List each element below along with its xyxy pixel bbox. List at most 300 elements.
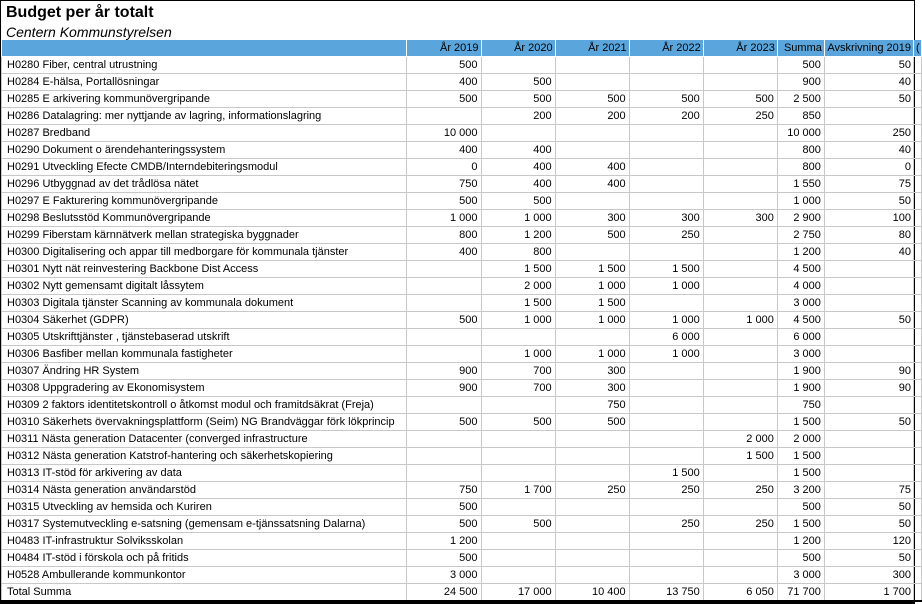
value-cell: 50 bbox=[824, 499, 913, 516]
table-row bbox=[2, 329, 922, 346]
value-cell bbox=[555, 448, 629, 465]
value-cell bbox=[703, 329, 777, 346]
value-cell: 1 550 bbox=[777, 176, 824, 193]
empty-cell bbox=[913, 499, 921, 516]
value-cell: 1 000 bbox=[555, 278, 629, 295]
value-cell: 1 500 bbox=[555, 295, 629, 312]
table-row bbox=[2, 533, 922, 550]
table-row bbox=[2, 431, 922, 448]
row-name: H0284 E-hälsa, Portallösningar bbox=[2, 74, 407, 91]
value-cell: 200 bbox=[555, 108, 629, 125]
row-name: H0298 Beslutsstöd Kommunövergripande bbox=[2, 210, 407, 227]
value-cell bbox=[824, 346, 913, 363]
row-name: H0305 Utskrifttjänster , tjänstebaserad utskrift bbox=[2, 329, 407, 346]
value-cell bbox=[555, 329, 629, 346]
value-cell: 13 750 bbox=[629, 584, 703, 602]
table-row bbox=[2, 448, 922, 465]
value-cell: 400 bbox=[407, 74, 481, 91]
value-cell: 1 500 bbox=[481, 261, 555, 278]
value-cell: 4 000 bbox=[777, 278, 824, 295]
row-name: H0314 Nästa generation användarstöd bbox=[2, 482, 407, 499]
value-cell bbox=[555, 499, 629, 516]
value-cell: 2 000 bbox=[481, 278, 555, 295]
value-cell: 3 000 bbox=[777, 346, 824, 363]
value-cell bbox=[629, 448, 703, 465]
value-cell bbox=[629, 244, 703, 261]
value-cell: 250 bbox=[824, 125, 913, 142]
empty-cell bbox=[913, 57, 921, 74]
value-cell bbox=[824, 295, 913, 312]
value-cell bbox=[629, 550, 703, 567]
value-cell: 1 500 bbox=[777, 465, 824, 482]
value-cell bbox=[407, 346, 481, 363]
value-cell bbox=[629, 499, 703, 516]
total-row bbox=[2, 584, 922, 602]
table-row bbox=[2, 363, 922, 380]
empty-cell bbox=[913, 278, 921, 295]
budget-table bbox=[1, 40, 922, 602]
value-cell: 1 500 bbox=[777, 448, 824, 465]
value-cell: 90 bbox=[824, 380, 913, 397]
empty-cell bbox=[913, 91, 921, 108]
row-name: H0312 Nästa generation Katstrof-hantering och säkerhetskopiering bbox=[2, 448, 407, 465]
value-cell: 850 bbox=[777, 108, 824, 125]
row-name: H0528 Ambullerande kommunkontor bbox=[2, 567, 407, 584]
value-cell bbox=[481, 57, 555, 74]
value-cell bbox=[481, 499, 555, 516]
value-cell: 900 bbox=[407, 380, 481, 397]
table-row bbox=[2, 176, 922, 193]
empty-cell bbox=[913, 74, 921, 91]
value-cell bbox=[703, 74, 777, 91]
header-cell: År 2023 bbox=[703, 40, 777, 57]
value-cell bbox=[629, 295, 703, 312]
value-cell: 500 bbox=[555, 414, 629, 431]
value-cell: 500 bbox=[481, 91, 555, 108]
value-cell: 1 000 bbox=[407, 210, 481, 227]
value-cell: 40 bbox=[824, 142, 913, 159]
table-row bbox=[2, 516, 922, 533]
sheet-title: Budget per år totalt bbox=[6, 4, 154, 21]
header-cell: År 2022 bbox=[629, 40, 703, 57]
empty-cell bbox=[913, 414, 921, 431]
value-cell bbox=[407, 448, 481, 465]
value-cell: 24 500 bbox=[407, 584, 481, 602]
value-cell: 400 bbox=[481, 142, 555, 159]
value-cell bbox=[481, 397, 555, 414]
value-cell: 50 bbox=[824, 516, 913, 533]
row-name: H0296 Utbyggnad av det trådlösa nätet bbox=[2, 176, 407, 193]
value-cell bbox=[703, 57, 777, 74]
row-name: H0303 Digitala tjänster Scanning av kommunala dokument bbox=[2, 295, 407, 312]
value-cell: 1 000 bbox=[555, 312, 629, 329]
row-name: H0299 Fiberstam kärnnätverk mellan strategiska byggnader bbox=[2, 227, 407, 244]
value-cell bbox=[703, 227, 777, 244]
value-cell: 3 000 bbox=[777, 567, 824, 584]
table-row bbox=[2, 244, 922, 261]
row-name: H0304 Säkerhet (GDPR) bbox=[2, 312, 407, 329]
value-cell: 1 500 bbox=[777, 414, 824, 431]
header-cell: År 2021 bbox=[555, 40, 629, 57]
value-cell bbox=[555, 193, 629, 210]
value-cell bbox=[481, 329, 555, 346]
empty-cell bbox=[913, 482, 921, 499]
table-row bbox=[2, 550, 922, 567]
value-cell bbox=[407, 431, 481, 448]
value-cell bbox=[629, 431, 703, 448]
value-cell: 2 900 bbox=[777, 210, 824, 227]
empty-cell bbox=[913, 431, 921, 448]
value-cell bbox=[555, 74, 629, 91]
value-cell: 400 bbox=[555, 159, 629, 176]
value-cell bbox=[703, 550, 777, 567]
value-cell bbox=[555, 550, 629, 567]
value-cell: 500 bbox=[777, 57, 824, 74]
value-cell: 250 bbox=[629, 482, 703, 499]
row-name: H0311 Nästa generation Datacenter (converged infrastructure bbox=[2, 431, 407, 448]
value-cell: 1 200 bbox=[777, 533, 824, 550]
row-name: H0301 Nytt nät reinvestering Backbone Dist Access bbox=[2, 261, 407, 278]
value-cell bbox=[555, 125, 629, 142]
value-cell: 50 bbox=[824, 57, 913, 74]
value-cell: 6 000 bbox=[777, 329, 824, 346]
table-row bbox=[2, 159, 922, 176]
value-cell bbox=[703, 465, 777, 482]
value-cell bbox=[555, 465, 629, 482]
table-row bbox=[2, 346, 922, 363]
table-row bbox=[2, 482, 922, 499]
value-cell bbox=[703, 261, 777, 278]
value-cell bbox=[629, 414, 703, 431]
table-row bbox=[2, 125, 922, 142]
value-cell: 1 500 bbox=[703, 448, 777, 465]
header-name bbox=[2, 40, 407, 57]
value-cell: 400 bbox=[555, 176, 629, 193]
header-cell: ( bbox=[913, 40, 921, 57]
table-row bbox=[2, 74, 922, 91]
empty-cell bbox=[913, 142, 921, 159]
value-cell: 1 500 bbox=[629, 465, 703, 482]
value-cell: 75 bbox=[824, 482, 913, 499]
empty-cell bbox=[913, 533, 921, 550]
value-cell: 500 bbox=[555, 227, 629, 244]
table-body bbox=[2, 57, 922, 602]
empty-cell bbox=[913, 363, 921, 380]
value-cell: 1 200 bbox=[777, 244, 824, 261]
empty-cell bbox=[913, 210, 921, 227]
value-cell: 900 bbox=[407, 363, 481, 380]
value-cell: 300 bbox=[629, 210, 703, 227]
value-cell: 1 200 bbox=[481, 227, 555, 244]
value-cell bbox=[555, 567, 629, 584]
value-cell bbox=[481, 448, 555, 465]
value-cell bbox=[703, 244, 777, 261]
row-name: H0315 Utveckling av hemsida och Kuriren bbox=[2, 499, 407, 516]
table-row bbox=[2, 108, 922, 125]
value-cell bbox=[629, 125, 703, 142]
value-cell: 800 bbox=[777, 159, 824, 176]
row-name: H0484 IT-stöd i förskola och på fritids bbox=[2, 550, 407, 567]
table-row bbox=[2, 278, 922, 295]
value-cell: 3 000 bbox=[407, 567, 481, 584]
value-cell: 900 bbox=[777, 74, 824, 91]
value-cell bbox=[555, 533, 629, 550]
value-cell bbox=[629, 533, 703, 550]
value-cell: 2 500 bbox=[777, 91, 824, 108]
value-cell: 250 bbox=[703, 482, 777, 499]
table-row bbox=[2, 397, 922, 414]
table-row bbox=[2, 312, 922, 329]
header-cell: Avskrivning 2019 bbox=[824, 40, 913, 57]
value-cell: 1 900 bbox=[777, 380, 824, 397]
row-name: H0483 IT-infrastruktur Solviksskolan bbox=[2, 533, 407, 550]
empty-cell bbox=[913, 465, 921, 482]
value-cell: 4 500 bbox=[777, 312, 824, 329]
value-cell: 300 bbox=[555, 380, 629, 397]
value-cell: 500 bbox=[407, 414, 481, 431]
value-cell bbox=[555, 57, 629, 74]
value-cell: 6 000 bbox=[629, 329, 703, 346]
value-cell: 800 bbox=[777, 142, 824, 159]
value-cell: 750 bbox=[407, 482, 481, 499]
empty-cell bbox=[913, 567, 921, 584]
value-cell: 300 bbox=[703, 210, 777, 227]
value-cell: 1 000 bbox=[481, 346, 555, 363]
value-cell: 500 bbox=[481, 516, 555, 533]
row-name: H0310 Säkerhets övervakningsplattform (Seim) NG Brandväggar förk lökprincip bbox=[2, 414, 407, 431]
value-cell: 500 bbox=[481, 414, 555, 431]
row-name: H0306 Basfiber mellan kommunala fastigheter bbox=[2, 346, 407, 363]
value-cell: 1 700 bbox=[824, 584, 913, 602]
value-cell: 1 000 bbox=[629, 278, 703, 295]
value-cell: 500 bbox=[407, 193, 481, 210]
row-name: H0309 2 faktors identitetskontroll o åtkomst modul och framitdsäkrat (Freja) bbox=[2, 397, 407, 414]
empty-cell bbox=[913, 550, 921, 567]
value-cell: 1 500 bbox=[555, 261, 629, 278]
value-cell bbox=[703, 499, 777, 516]
value-cell bbox=[481, 125, 555, 142]
value-cell: 40 bbox=[824, 244, 913, 261]
value-cell: 2 000 bbox=[777, 431, 824, 448]
value-cell bbox=[629, 176, 703, 193]
value-cell: 1 000 bbox=[629, 346, 703, 363]
empty-cell bbox=[913, 108, 921, 125]
value-cell: 1 500 bbox=[777, 516, 824, 533]
value-cell: 1 000 bbox=[777, 193, 824, 210]
table-row bbox=[2, 91, 922, 108]
value-cell bbox=[703, 346, 777, 363]
value-cell: 6 050 bbox=[703, 584, 777, 602]
table-row bbox=[2, 414, 922, 431]
value-cell: 1 500 bbox=[629, 261, 703, 278]
empty-cell bbox=[913, 227, 921, 244]
value-cell: 3 200 bbox=[777, 482, 824, 499]
value-cell: 500 bbox=[407, 499, 481, 516]
row-name: H0287 Bredband bbox=[2, 125, 407, 142]
value-cell: 80 bbox=[824, 227, 913, 244]
value-cell: 1 200 bbox=[407, 533, 481, 550]
row-name: H0285 E arkivering kommunövergripande bbox=[2, 91, 407, 108]
value-cell bbox=[407, 397, 481, 414]
value-cell: 400 bbox=[407, 142, 481, 159]
empty-cell bbox=[913, 397, 921, 414]
empty-cell bbox=[913, 380, 921, 397]
header-cell: Summa bbox=[777, 40, 824, 57]
table-row bbox=[2, 261, 922, 278]
empty-cell bbox=[913, 516, 921, 533]
value-cell: 250 bbox=[629, 516, 703, 533]
header-cell: År 2019 bbox=[407, 40, 481, 57]
value-cell: 250 bbox=[555, 482, 629, 499]
value-cell: 300 bbox=[824, 567, 913, 584]
value-cell: 300 bbox=[555, 363, 629, 380]
value-cell bbox=[703, 159, 777, 176]
value-cell bbox=[481, 465, 555, 482]
table-row bbox=[2, 227, 922, 244]
table-row bbox=[2, 380, 922, 397]
row-name: H0308 Uppgradering av Ekonomisystem bbox=[2, 380, 407, 397]
value-cell: 1 500 bbox=[481, 295, 555, 312]
value-cell bbox=[481, 431, 555, 448]
empty-cell bbox=[913, 295, 921, 312]
value-cell bbox=[629, 142, 703, 159]
value-cell bbox=[629, 193, 703, 210]
value-cell: 71 700 bbox=[777, 584, 824, 602]
empty-cell bbox=[913, 176, 921, 193]
table-row bbox=[2, 142, 922, 159]
value-cell: 750 bbox=[407, 176, 481, 193]
value-cell bbox=[824, 261, 913, 278]
value-cell: 200 bbox=[629, 108, 703, 125]
value-cell bbox=[703, 278, 777, 295]
value-cell bbox=[824, 431, 913, 448]
value-cell bbox=[555, 142, 629, 159]
table-row bbox=[2, 193, 922, 210]
value-cell: 2 750 bbox=[777, 227, 824, 244]
value-cell: 500 bbox=[407, 516, 481, 533]
value-cell: 500 bbox=[481, 74, 555, 91]
value-cell: 250 bbox=[703, 516, 777, 533]
row-name: H0291 Utveckling Efecte CMDB/Interndebiteringsmodul bbox=[2, 159, 407, 176]
row-name: H0286 Datalagring: mer nyttjande av lagring, informationslagring bbox=[2, 108, 407, 125]
value-cell: 750 bbox=[777, 397, 824, 414]
value-cell: 300 bbox=[555, 210, 629, 227]
empty-cell bbox=[913, 584, 921, 602]
value-cell: 4 500 bbox=[777, 261, 824, 278]
value-cell: 500 bbox=[407, 312, 481, 329]
empty-cell bbox=[913, 193, 921, 210]
value-cell: 500 bbox=[629, 91, 703, 108]
value-cell: 1 000 bbox=[629, 312, 703, 329]
value-cell: 40 bbox=[824, 74, 913, 91]
value-cell bbox=[629, 567, 703, 584]
value-cell bbox=[824, 329, 913, 346]
value-cell: 500 bbox=[481, 193, 555, 210]
value-cell: 50 bbox=[824, 550, 913, 567]
value-cell: 1 000 bbox=[481, 312, 555, 329]
value-cell bbox=[407, 108, 481, 125]
row-name: H0307 Ändring HR System bbox=[2, 363, 407, 380]
value-cell bbox=[703, 125, 777, 142]
header-row bbox=[2, 40, 922, 57]
value-cell: 800 bbox=[407, 227, 481, 244]
header-cell: År 2020 bbox=[481, 40, 555, 57]
value-cell: 750 bbox=[555, 397, 629, 414]
row-name: H0302 Nytt gemensamt digitalt låssytem bbox=[2, 278, 407, 295]
table-row bbox=[2, 210, 922, 227]
value-cell: 100 bbox=[824, 210, 913, 227]
value-cell: 10 000 bbox=[407, 125, 481, 142]
value-cell bbox=[555, 431, 629, 448]
value-cell bbox=[824, 448, 913, 465]
value-cell bbox=[703, 295, 777, 312]
empty-cell bbox=[913, 346, 921, 363]
value-cell bbox=[481, 550, 555, 567]
value-cell: 200 bbox=[481, 108, 555, 125]
value-cell: 250 bbox=[703, 108, 777, 125]
value-cell bbox=[703, 380, 777, 397]
value-cell bbox=[703, 567, 777, 584]
row-name: H0313 IT-stöd för arkivering av data bbox=[2, 465, 407, 482]
value-cell: 1 000 bbox=[481, 210, 555, 227]
value-cell: 700 bbox=[481, 380, 555, 397]
value-cell bbox=[703, 414, 777, 431]
table-row bbox=[2, 465, 922, 482]
value-cell: 1 000 bbox=[703, 312, 777, 329]
empty-cell bbox=[913, 244, 921, 261]
value-cell: 2 000 bbox=[703, 431, 777, 448]
value-cell bbox=[629, 159, 703, 176]
value-cell: 400 bbox=[481, 159, 555, 176]
value-cell bbox=[703, 363, 777, 380]
value-cell: 500 bbox=[407, 91, 481, 108]
value-cell bbox=[824, 108, 913, 125]
value-cell: 50 bbox=[824, 91, 913, 108]
total-label: Total Summa bbox=[2, 584, 407, 602]
value-cell bbox=[407, 329, 481, 346]
value-cell: 1 700 bbox=[481, 482, 555, 499]
value-cell bbox=[629, 74, 703, 91]
value-cell bbox=[629, 380, 703, 397]
value-cell bbox=[407, 295, 481, 312]
value-cell: 250 bbox=[629, 227, 703, 244]
table-row bbox=[2, 57, 922, 74]
value-cell bbox=[407, 261, 481, 278]
value-cell bbox=[481, 567, 555, 584]
value-cell: 50 bbox=[824, 414, 913, 431]
value-cell: 500 bbox=[777, 499, 824, 516]
value-cell: 500 bbox=[703, 91, 777, 108]
value-cell: 10 000 bbox=[777, 125, 824, 142]
value-cell: 0 bbox=[407, 159, 481, 176]
value-cell: 500 bbox=[777, 550, 824, 567]
empty-cell bbox=[913, 312, 921, 329]
value-cell bbox=[555, 516, 629, 533]
value-cell bbox=[629, 57, 703, 74]
value-cell: 3 000 bbox=[777, 295, 824, 312]
value-cell: 10 400 bbox=[555, 584, 629, 602]
value-cell: 0 bbox=[824, 159, 913, 176]
row-name: H0300 Digitalisering och appar till medborgare för kommunala tjänster bbox=[2, 244, 407, 261]
value-cell bbox=[407, 465, 481, 482]
empty-cell bbox=[913, 159, 921, 176]
value-cell: 500 bbox=[407, 550, 481, 567]
value-cell: 500 bbox=[555, 91, 629, 108]
value-cell: 90 bbox=[824, 363, 913, 380]
row-name: H0297 E Fakturering kommunövergripande bbox=[2, 193, 407, 210]
value-cell bbox=[703, 193, 777, 210]
row-name: H0290 Dokument o ärendehanteringssystem bbox=[2, 142, 407, 159]
